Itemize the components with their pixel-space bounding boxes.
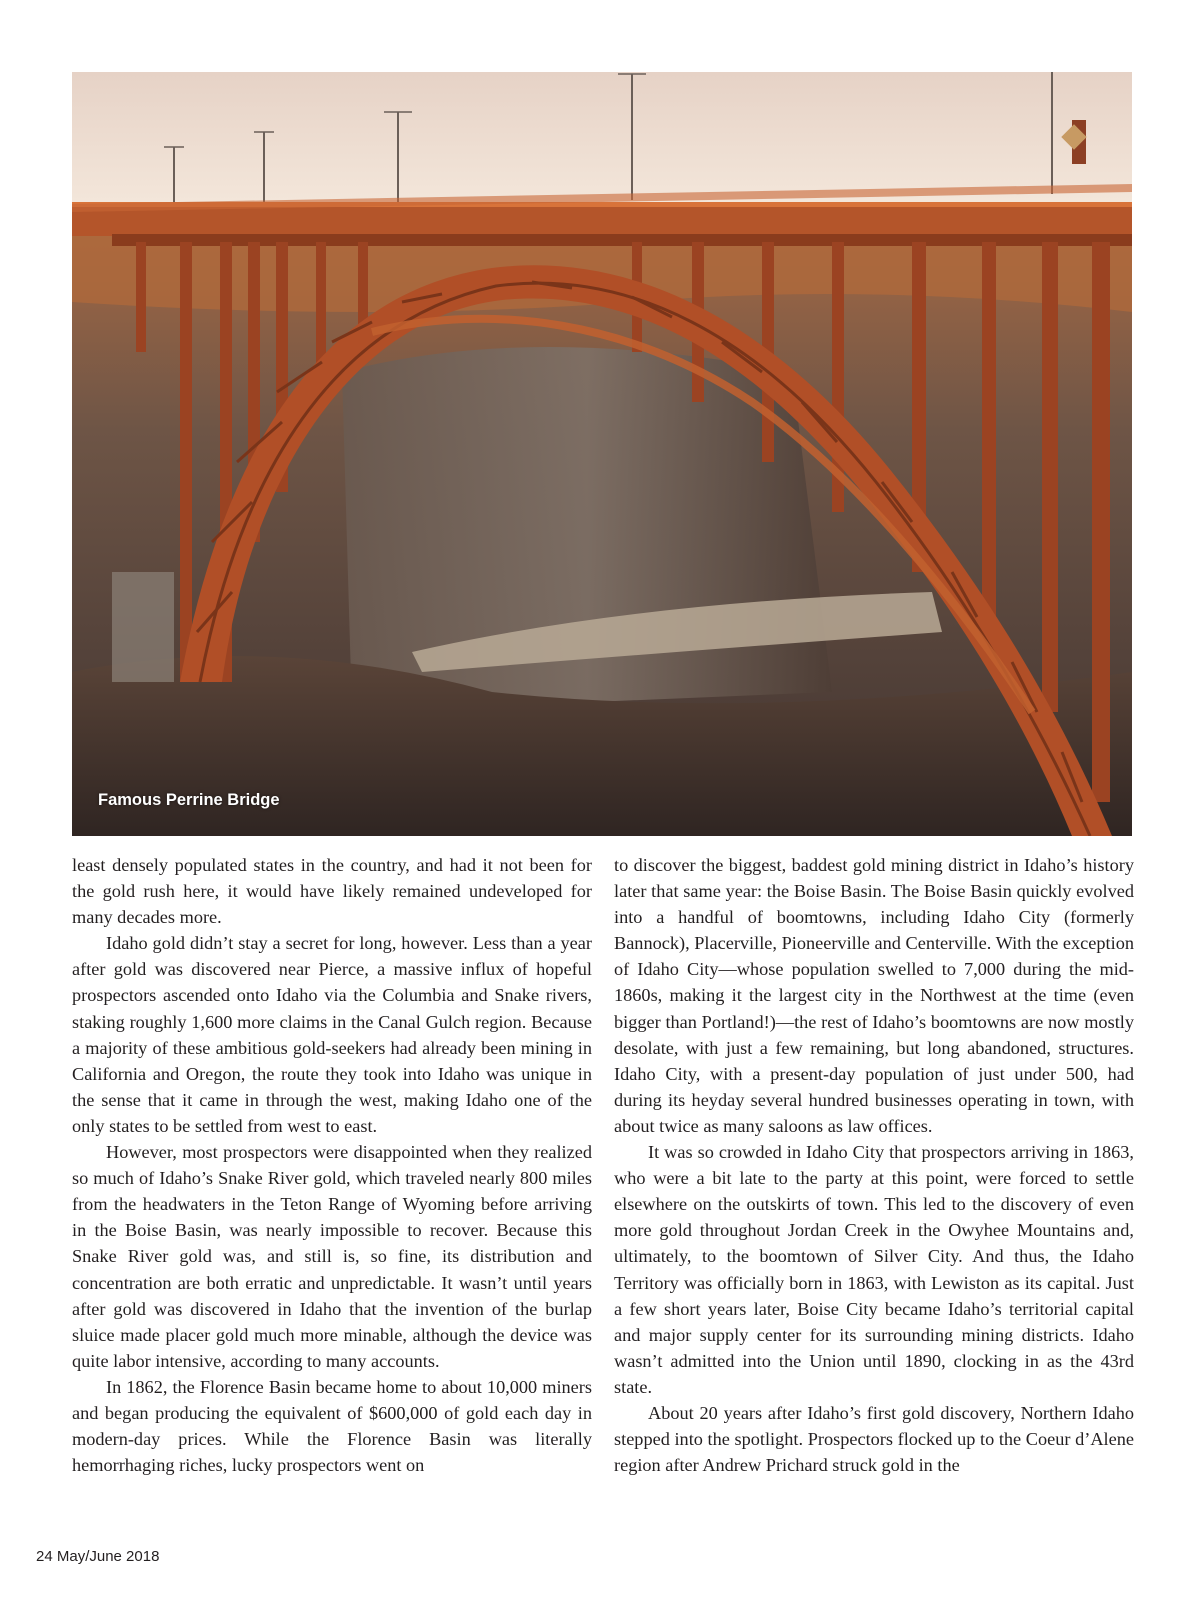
paragraph: In 1862, the Florence Basin became home to about 10,000 miners and began producing the equivalent of $600,000 of gold each day in modern-day prices. While the Florence Basin was literally hemorrhaging riches, lucky prospectors went on xyxy=(72,1376,592,1476)
paragraph: least densely populated states in the country, and had it not been for the gold rush here, it would have likely remained undeveloped for many decades more. xyxy=(72,855,592,928)
paragraph: to discover the biggest, baddest gold mining district in Idaho’s history later that same year: the Boise Basin. The Boise Basin quickly evolved into a handful of boomtowns, including Idaho City (formerly Bannock), Placerville, Pioneerville and Centerville. With the exception of Idaho City—whose population swelled to 7,000 during the mid-1860s, making it the largest city in the Northwest at the time (even bigger than Portland!)—the rest of Idaho’s boomtowns are now mostly desolate, with just a few remaining, but long abandoned, structures. Idaho City, with a present-day population of just under 500, had during its heyday several hundred businesses operating in town, with about twice as many saloons as law offices. xyxy=(614,855,1134,1136)
paragraph: About 20 years after Idaho’s first gold discovery, Northern Idaho stepped into the spotlight. Prospectors flocked up to the Coeur d’Alene region after Andrew Prichard struck gold in the xyxy=(614,1402,1134,1476)
perrine-bridge-illustration xyxy=(72,72,1132,836)
bridge-photo xyxy=(72,72,1132,836)
paragraph: However, most prospectors were disappointed when they realized so much of Idaho’s Snake River gold, which traveled nearly 800 miles from the headwaters in the Teton Range of Wyoming before arriving in the Boise Basin, was nearly impossible to recover. Because this Snake River gold was, and still is, so fine, its distribution and concentration are both erratic and unpredictable. It wasn’t until years after gold was discovered in Idaho that the invention of the burlap sluice made placer gold much more minable, although the device was quite labor intensive, according to many accounts. xyxy=(72,1142,592,1371)
left-text-column xyxy=(72,852,592,1478)
right-text-column xyxy=(614,852,1134,1478)
page-folio: 24 May/June 2018 xyxy=(36,1548,160,1565)
photo-caption: Famous Perrine Bridge xyxy=(98,791,280,809)
paragraph: It was so crowded in Idaho City that prospectors arriving in 1863, who were a bit late to the party at this point, were forced to settle elsewhere on the outskirts of town. This led to the discovery of even more gold throughout Jordan Creek in the Owyhee Mountains and, ultimately, to the boomtown of Silver City. And thus, the Idaho Territory was officially born in 1863, with Lewiston as its capital. Just a few short years later, Boise City became Idaho’s territorial capital and major supply center for its surrounding mining districts. Idaho wasn’t admitted into the Union until 1890, clocking in as the 43rd state. xyxy=(614,1142,1134,1397)
paragraph: Idaho gold didn’t stay a secret for long, however. Less than a year after gold was discovered near Pierce, a massive influx of hopeful prospectors ascended onto Idaho via the Columbia and Snake rivers, staking roughly 1,600 more claims in the Canal Gulch region. Because a majority of these ambitious gold-seekers had already been mining in California and Oregon, the route they took into Idaho was unique in the sense that it came in through the west, making Idaho one of the only states to be settled from west to east. xyxy=(72,933,592,1136)
